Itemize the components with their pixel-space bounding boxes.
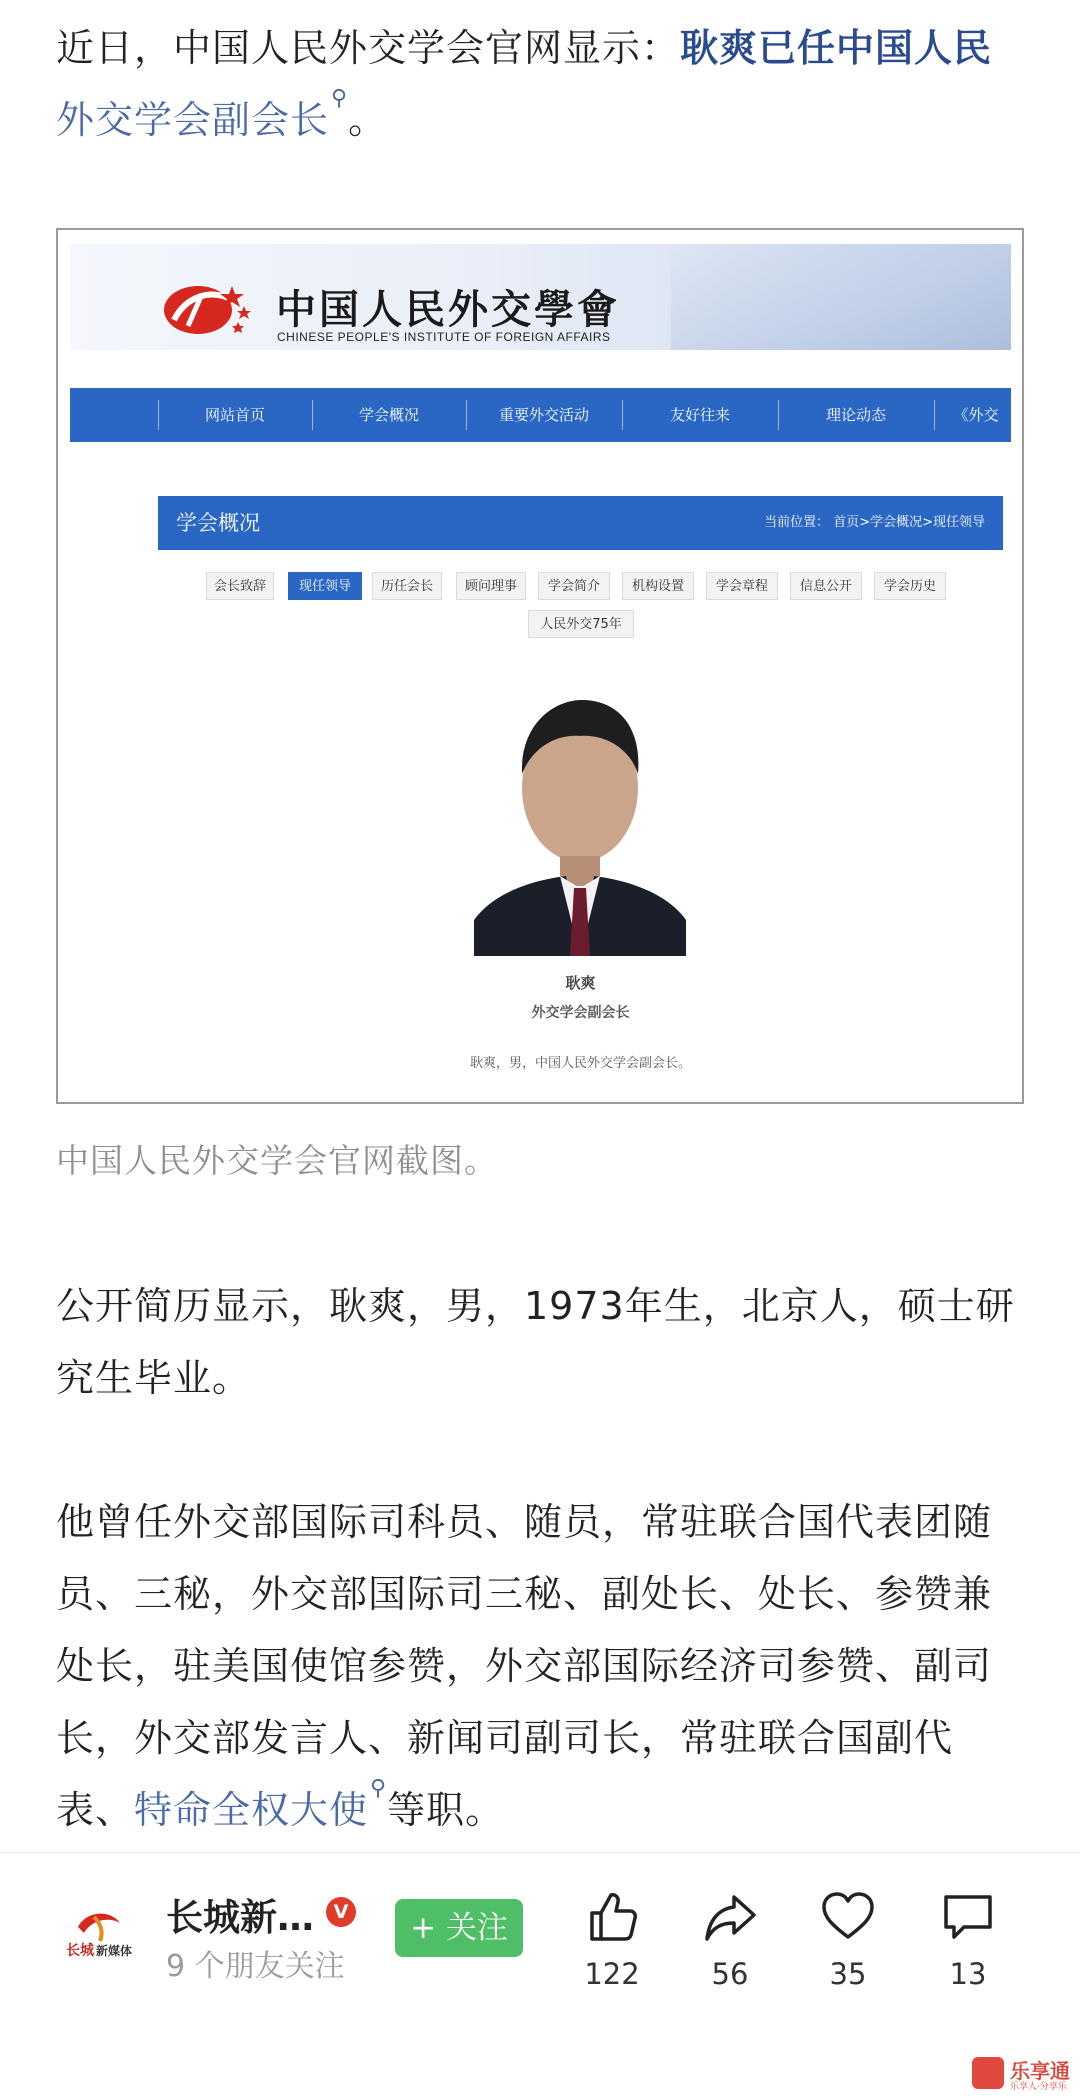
- subtab-disclosure[interactable]: 信息公开: [790, 572, 862, 600]
- search-icon[interactable]: ⚲: [370, 1776, 388, 1801]
- nav-item-exchanges[interactable]: 友好往来: [669, 406, 730, 424]
- banner-background: [671, 244, 1011, 350]
- watermark-logo-icon: [972, 2057, 1004, 2089]
- follow-button[interactable]: + 关注: [395, 1899, 523, 1957]
- comment-action[interactable]: [928, 1889, 1008, 1991]
- career-suffix: 等职。: [387, 1788, 505, 1832]
- nav-divider: [778, 400, 779, 430]
- highlight-link[interactable]: 耿爽已任中国人民: [680, 26, 993, 70]
- subtab-history[interactable]: 学会历史: [874, 572, 946, 600]
- like-action[interactable]: [572, 1889, 652, 1991]
- nav-divider: [312, 400, 313, 430]
- svg-text:长城: 长城: [66, 1943, 94, 1959]
- site-nav: [70, 388, 1011, 442]
- career-text: 他曾任外交部国际司科员、随员，常驻联合国代表团随员、三秘，外交部国际司三秘、副处长、处长、参赞兼处长，驻美国使馆参赞，外交部国际经济司参赞、副司长，外交部发言人、新闻司副司长，常驻联合国副代表、: [56, 1500, 993, 1832]
- highlight-link-continued[interactable]: 外交学会副会长: [56, 98, 330, 142]
- nav-divider: [158, 400, 159, 430]
- share-action[interactable]: [690, 1889, 770, 1991]
- heart-icon: [820, 1889, 876, 1945]
- image-caption: 中国人民外交学会官网截图。: [56, 1141, 498, 1180]
- nav-divider: [934, 400, 935, 430]
- leader-description: 耿爽，男，中国人民外交学会副会长。: [469, 1056, 691, 1071]
- embedded-screenshot: [56, 228, 1024, 1104]
- site-banner: [70, 244, 1011, 350]
- subtab-charter[interactable]: 学会章程: [706, 572, 778, 600]
- site-logo-text: 中国人民外交學會: [276, 286, 620, 333]
- verified-badge-icon: V: [326, 1897, 356, 1927]
- institute-logo-icon: [158, 276, 254, 338]
- panel-header: [158, 496, 1003, 550]
- ambassador-link[interactable]: 特命全权大使: [134, 1788, 369, 1832]
- intro-text: 近日，中国人民外交学会官网显示：: [56, 26, 681, 70]
- paragraph-bio: 公开简历显示，耿爽，男，1973年生，北京人，硕士研究生毕业。: [56, 1284, 1015, 1400]
- comment-count: 13: [949, 1957, 987, 1991]
- nav-item-overview[interactable]: 学会概况: [358, 406, 419, 424]
- svg-text:新媒体: 新媒体: [96, 1944, 133, 1958]
- nav-divider: [622, 400, 623, 430]
- watermark-subtitle: 乐享人·分享乐: [1010, 2082, 1067, 2092]
- nav-item-home[interactable]: 网站首页: [204, 406, 265, 424]
- nav-divider: [466, 400, 467, 430]
- subtab-organization[interactable]: 机构设置: [622, 572, 694, 600]
- intro-suffix: 。: [348, 98, 388, 142]
- leader-name: 耿爽: [565, 974, 596, 992]
- share-icon: [702, 1889, 758, 1945]
- nav-item-activities[interactable]: 重要外交活动: [498, 406, 589, 424]
- share-count: 56: [711, 1957, 749, 1991]
- thumbs-up-icon: [584, 1889, 640, 1945]
- paragraph-career: [56, 1486, 1024, 1846]
- watermark: [972, 2053, 1074, 2093]
- site-logo-subtitle: CHINESE PEOPLE'S INSTITUTE OF FOREIGN AFFAIRS: [277, 330, 611, 344]
- overview-panel: [158, 496, 1003, 1096]
- subtab-introduction[interactable]: 学会简介: [538, 572, 610, 600]
- comment-icon: [940, 1889, 996, 1945]
- panel-title: 学会概况: [176, 511, 260, 535]
- subtab-75-years[interactable]: 人民外交75年: [528, 610, 634, 638]
- nav-item-theory[interactable]: 理论动态: [825, 406, 886, 424]
- breadcrumb[interactable]: 当前位置： 首页>学会概况>现任领导: [764, 515, 985, 530]
- bottom-action-bar: [0, 1852, 1080, 2003]
- friends-following-count: 9 个朋友关注: [166, 1949, 345, 1984]
- favorite-action[interactable]: [808, 1889, 888, 1991]
- nav-item-journal[interactable]: 《外交: [953, 406, 999, 424]
- subtab-president-speech[interactable]: 会长致辞: [206, 572, 274, 600]
- favorite-count: 35: [829, 1957, 867, 1991]
- subtab-advisors[interactable]: 顾问理事: [456, 572, 526, 600]
- paragraph-intro: [56, 12, 1024, 156]
- account-avatar[interactable]: [60, 1897, 138, 1975]
- leader-portrait: [474, 688, 686, 956]
- account-name[interactable]: 长城新…: [166, 1896, 314, 1939]
- subtab-current-leaders[interactable]: 现任领导: [288, 572, 362, 600]
- watermark-text: 乐享通: [1010, 2059, 1070, 2083]
- account-logo-icon: [60, 1897, 138, 1975]
- like-count: 122: [584, 1957, 640, 1991]
- subtab-past-presidents[interactable]: 历任会长: [372, 572, 442, 600]
- portrait-image: [474, 688, 686, 956]
- search-icon[interactable]: ⚲: [331, 86, 349, 111]
- leader-title: 外交学会副会长: [531, 1005, 630, 1021]
